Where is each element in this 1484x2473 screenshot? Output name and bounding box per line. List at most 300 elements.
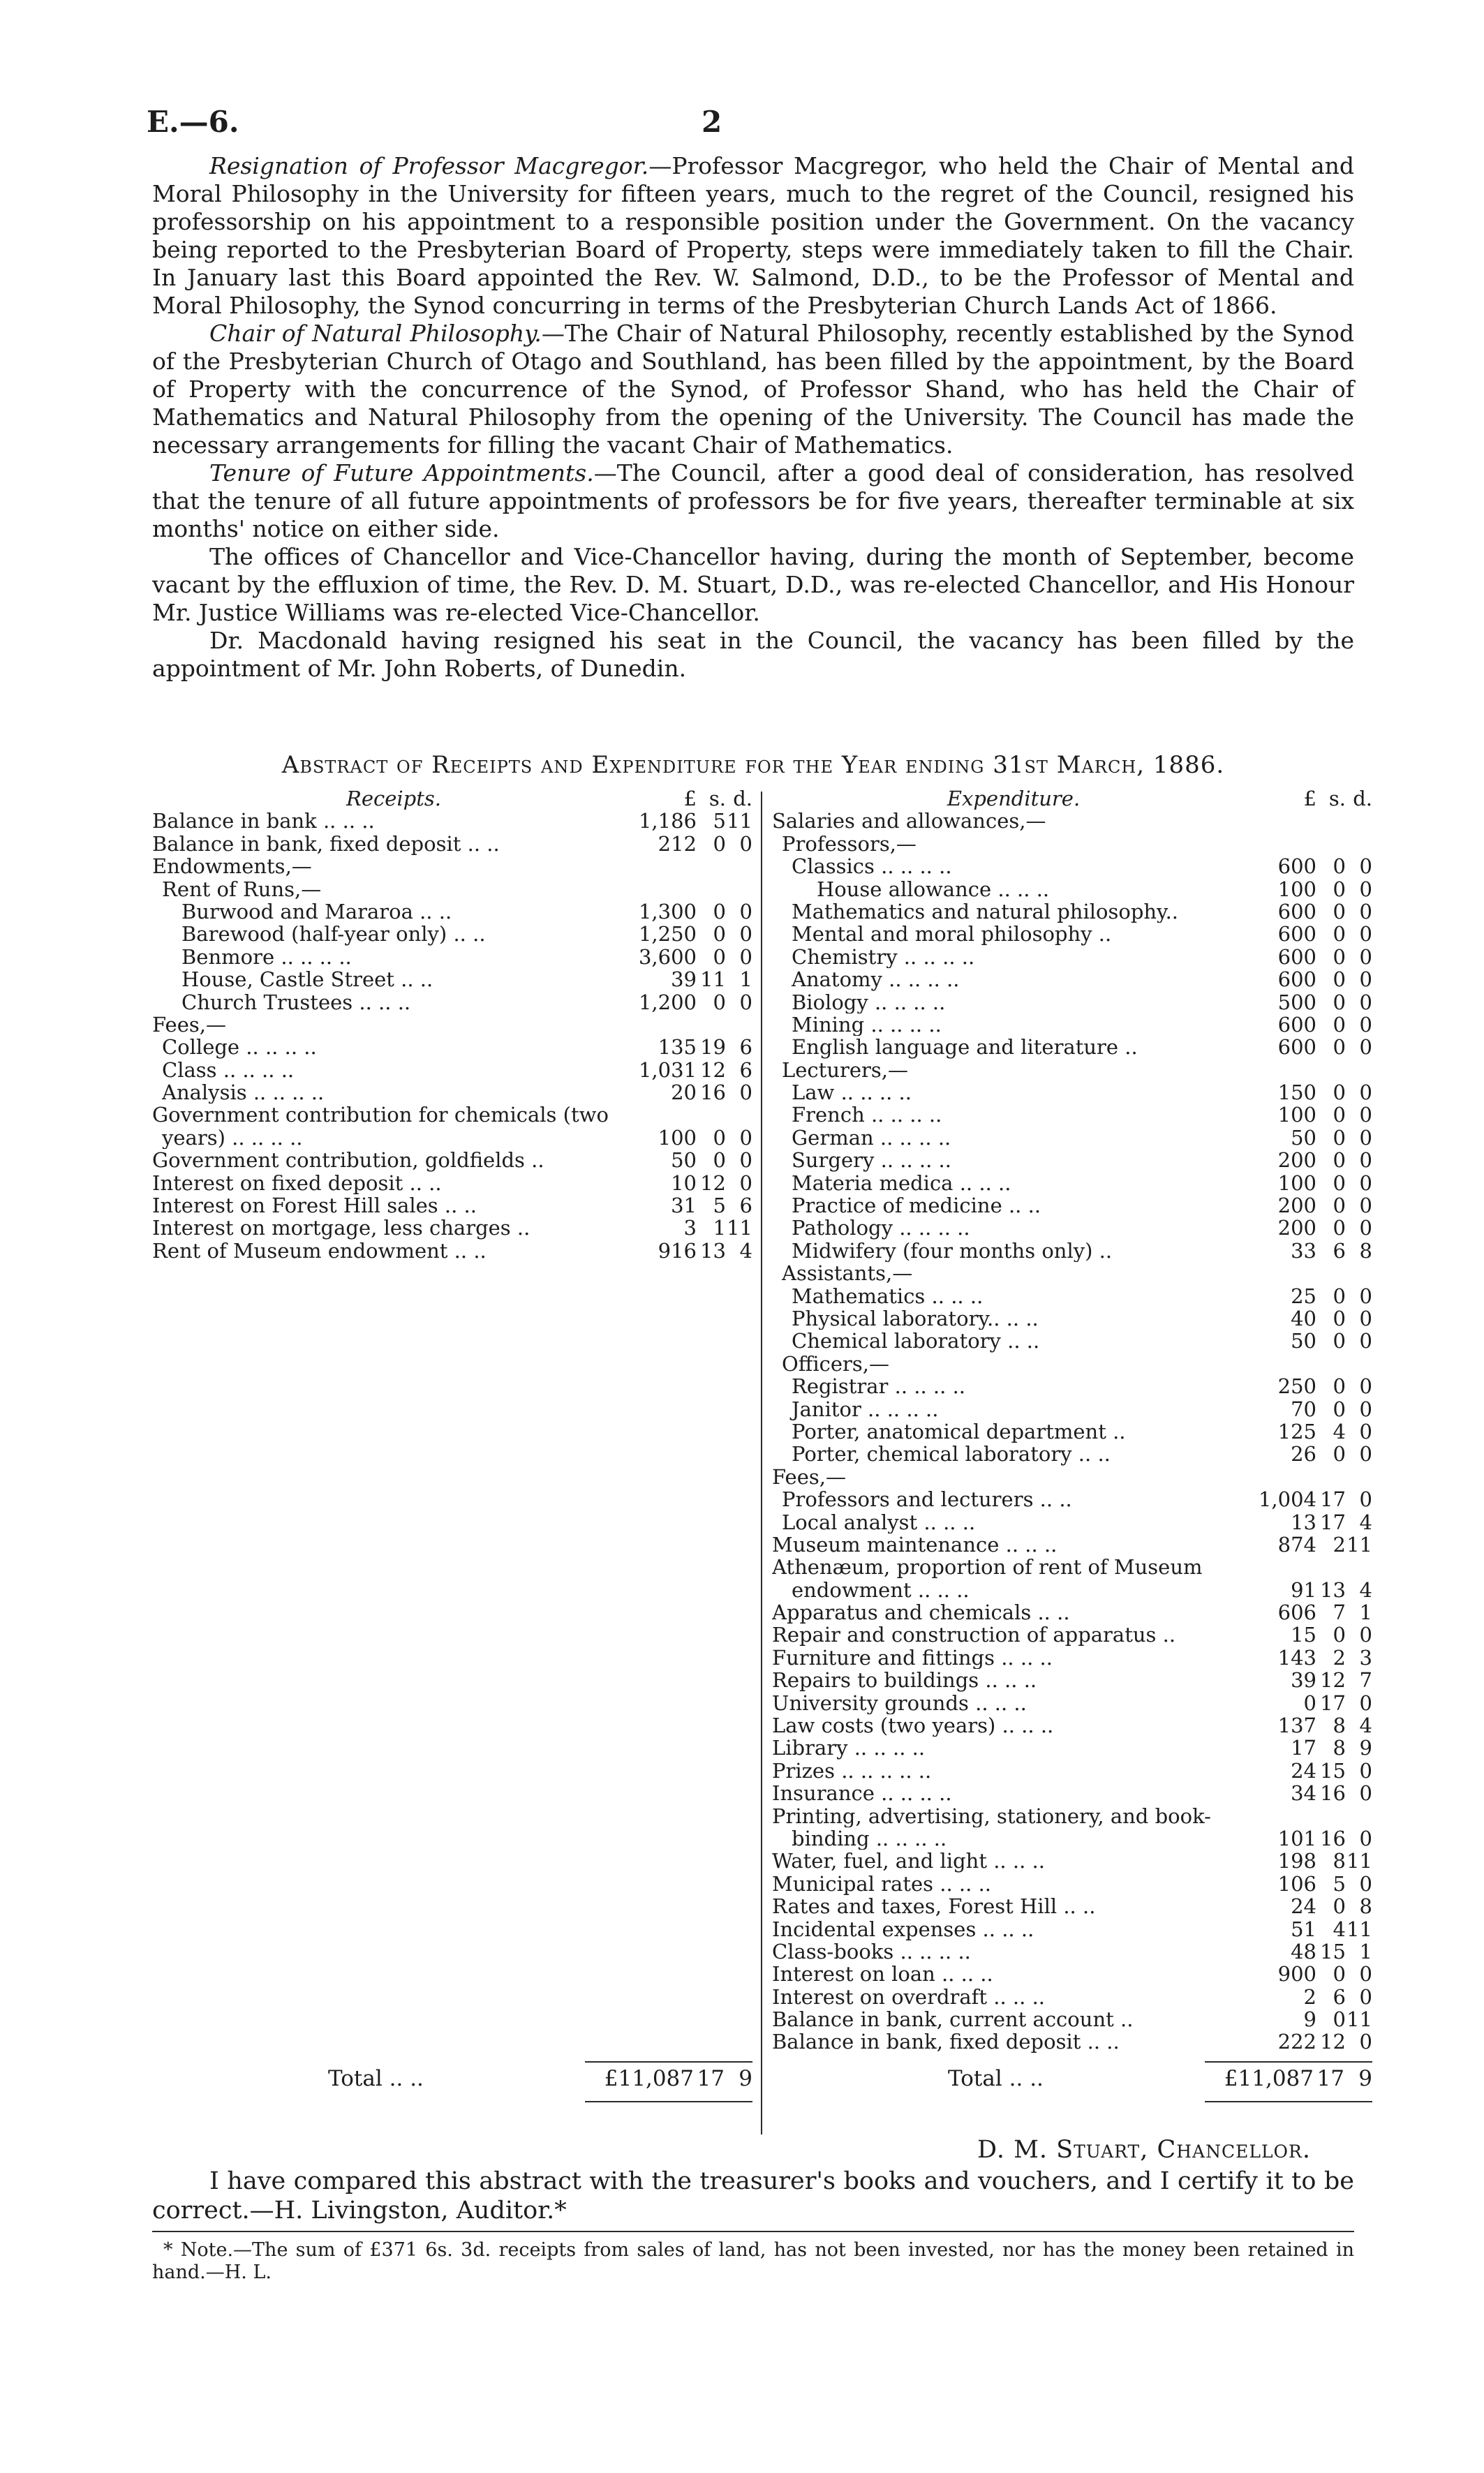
receipts-item-shillings: 11 [700,967,726,992]
expenditure-item-pounds: 91 [1291,1577,1316,1602]
receipts-row [152,878,752,900]
expenditure-item-pence [1346,1556,1372,1578]
expenditure-row [772,833,1372,855]
expenditure-item-label: Balance in bank, fixed deposit .. .. [772,2030,1120,2054]
report-body [152,152,1354,683]
expenditure-item-shillings: 6 [1333,1984,1346,2009]
receipts-row [152,1104,752,1126]
expenditure-total-pounds: £11,087 [1224,2066,1314,2091]
paragraph-text: —Professor Macgregor, who held the Chair of Mental and Moral Philosophy in the University for fifteen years, much to the regret of the Council, resigned his professorship on his appointment to a responsible position under the Government. On the vacancy being reported to the Presbyterian Board of Property, steps were immediately taken to fill the Chair. In January last this Board appointed the Rev. W. Salmond, D.D., to be the Professor of Mental and Moral Philosophy, the Synod concurring in terms of the Presbyterian Church Lands Act of 1866. [152,152,1355,319]
receipts-item-pence: 6 [739,1035,752,1060]
expenditure-item-label: University grounds .. .. .. [772,1691,1027,1715]
expenditure-item-label: Athenæum, proportion of rent of Museum [772,1556,1203,1579]
expenditure-item-shillings: 0 [1333,990,1346,1014]
receipts-item-label: Rent of Museum endowment .. .. [152,1239,487,1263]
abstract-title: Abstract of Receipts and Expenditure for the Year ending 31st March, 1886. [281,751,1225,779]
expenditure-item-pence: 0 [1359,990,1372,1014]
receipts-item-pounds: 3,600 [638,944,697,969]
receipts-item-label: Government contribution for chemicals (two [152,1104,609,1127]
receipts-item-label: Balance in bank, fixed deposit .. .. [152,832,500,856]
expenditure-item-shillings: 0 [1333,854,1346,879]
expenditure-item-label: Assistants,— [782,1262,913,1285]
expenditure-item-label: Physical laboratory.. .. .. [792,1307,1039,1330]
expenditure-item-pence: 0 [1359,922,1372,946]
receipts-item-pounds: 212 [658,831,697,856]
expenditure-item-pence: 0 [1359,1080,1372,1105]
expenditure-item-label: Apparatus and chemicals .. .. [772,1601,1070,1624]
expenditure-row [772,1624,1372,1646]
expenditure-item-pounds: 1,004 [1258,1487,1316,1512]
expenditure-header-row [772,787,1372,810]
page-number: 2 [702,105,722,139]
expenditure-item-shillings: 0 [1333,1623,1346,1647]
expenditure-item-pence: 0 [1359,1329,1372,1353]
expenditure-item-pence [1346,1353,1372,1375]
expenditure-item-pence: 0 [1359,1148,1372,1173]
expenditure-item-label: Rates and taxes, Forest Hill .. .. [772,1895,1096,1918]
receipts-item-shillings: 1 [713,1216,726,1240]
expenditure-item-shillings: 12 [1320,2030,1346,2054]
receipts-item-shillings: 5 [713,809,726,833]
receipts-item-pounds: 1,031 [638,1057,697,1082]
expenditure-item-shillings: 5 [1333,1871,1346,1896]
expenditure-item-shillings: 13 [1320,1577,1346,1602]
expenditure-row [772,1737,1372,1759]
paragraph-text: The offices of Chancellor and Vice-Chancellor having, during the month of September, become vacant by the effluxion of time, the Rev. D. M. Stuart, D.D., was re-elected Chancellor, and His Honour Mr. Justice Williams was re-elected Vice-Chancellor. [152,543,1354,626]
expenditure-item-label: Fees,— [772,1465,846,1489]
expenditure-item-label: Water, fuel, and light .. .. .. [772,1850,1045,1873]
expenditure-item-pounds: 250 [1277,1374,1316,1399]
receipts-item-label: Benmore .. .. .. .. [181,945,352,969]
expenditure-item-pounds: 70 [1291,1397,1316,1421]
pence-header: d. [733,787,752,810]
expenditure-total-label: Total .. .. [948,2066,1044,2091]
receipts-item-label: Interest on Forest Hill sales .. .. [152,1194,477,1217]
expenditure-row [772,1827,1372,1850]
shillings-header: s. [708,787,726,810]
expenditure-item-pence: 0 [1359,1194,1372,1218]
chancellor-signature: D. M. Stuart, Chancellor. [977,2136,1312,2164]
expenditure-item-pounds: 39 [1291,1668,1316,1693]
paragraph [152,543,1354,627]
expenditure-item-pounds: 150 [1277,1080,1316,1105]
expenditure-item-label: Registrar .. .. .. .. [792,1375,966,1398]
paragraph [152,152,1354,320]
expenditure-item-shillings [1316,1805,1346,1827]
receipts-total-underline [585,2101,752,2102]
expenditure-item-shillings: 0 [1333,1194,1346,1218]
receipts-item-label: Class .. .. .. .. [162,1058,295,1082]
expenditure-item-shillings: 0 [1333,1080,1346,1105]
expenditure-row [772,1986,1372,2008]
expenditure-item-pounds: 100 [1277,1171,1316,1195]
receipts-item-pounds: 1,300 [638,899,697,923]
expenditure-row [772,1194,1372,1217]
expenditure-item-pence: 1 [1359,1939,1372,1963]
expenditure-item-shillings: 0 [1333,967,1346,992]
pounds-header: £ [1303,787,1316,810]
receipts-row [152,1149,752,1171]
expenditure-row [772,1918,1372,1940]
receipts-item-pence: 0 [739,1125,752,1150]
expenditure-item-pounds: 15 [1291,1623,1316,1647]
expenditure-row [772,1579,1372,1601]
expenditure-item-label: Anatomy .. .. .. .. [792,968,960,991]
expenditure-total-pence: 9 [1358,2066,1372,2091]
expenditure-item-pounds: 125 [1277,1419,1316,1443]
expenditure-item-shillings: 6 [1333,1238,1346,1263]
expenditure-item-shillings: 0 [1333,1442,1346,1466]
expenditure-row [772,1692,1372,1714]
receipts-item-label: Interest on fixed deposit .. .. [152,1171,442,1195]
expenditure-row [772,1149,1372,1171]
expenditure-item-pence: 0 [1359,1758,1372,1783]
expenditure-item-pounds: 200 [1277,1148,1316,1173]
receipts-column [152,787,752,1262]
expenditure-item-label: Law .. .. .. .. [792,1081,912,1104]
expenditure-item-pence [1346,1059,1372,1081]
expenditure-row [772,1940,1372,1963]
expenditure-item-pence: 0 [1359,854,1372,879]
shillings-header: s. [1328,787,1346,810]
receipts-item-pounds [635,1013,697,1036]
expenditure-item-pounds: 600 [1277,922,1316,946]
receipts-row [152,991,752,1013]
expenditure-item-shillings: 0 [1333,1894,1346,1919]
expenditure-total-rule [1205,2061,1372,2063]
expenditure-row [772,1420,1372,1443]
expenditure-row [772,1601,1372,1624]
expenditure-item-label: Municipal rates .. .. .. [772,1872,992,1896]
receipts-item-pence: 11 [727,809,752,833]
expenditure-item-label: Insurance .. .. .. .. [772,1782,952,1805]
receipts-item-label: Endowments,— [152,855,312,878]
receipts-row [152,1127,752,1149]
receipts-item-pence: 0 [739,831,752,856]
expenditure-item-shillings [1316,1556,1346,1578]
receipts-item-pounds: 39 [671,967,697,992]
expenditure-item-pence [1346,833,1372,855]
receipts-item-shillings [697,878,726,900]
expenditure-row [772,1127,1372,1149]
expenditure-row [772,2030,1372,2053]
receipts-item-label: Rent of Runs,— [162,877,322,900]
expenditure-item-pence: 4 [1359,1714,1372,1738]
expenditure-row [772,1013,1372,1036]
expenditure-item-pounds: 900 [1277,1962,1316,1986]
receipts-item-label: Barewood (half-year only) .. .. [181,923,486,946]
receipts-item-shillings: 16 [700,1080,726,1105]
expenditure-heading: Expenditure. [947,787,1081,810]
expenditure-item-shillings: 4 [1333,1419,1346,1443]
expenditure-item-label: Repairs to buildings .. .. .. [772,1669,1037,1692]
receipts-row [152,833,752,855]
expenditure-item-pounds: 9 [1303,2007,1316,2032]
expenditure-item-pence: 0 [1359,1035,1372,1060]
expenditure-item-label: Midwifery (four months only) .. [792,1239,1113,1263]
expenditure-item-pence: 11 [1346,1917,1372,1941]
expenditure-item-label: Repair and construction of apparatus .. [772,1624,1176,1647]
receipts-row [152,1240,752,1262]
expenditure-item-pence: 0 [1359,877,1372,901]
expenditure-item-pounds: 137 [1277,1714,1316,1738]
expenditure-item-shillings: 16 [1320,1826,1346,1850]
expenditure-item-label: Balance in bank, current account .. [772,2008,1134,2031]
expenditure-item-label: House allowance .. .. .. [817,877,1050,900]
receipts-item-pounds [635,878,697,900]
expenditure-item-pounds: 600 [1277,967,1316,992]
expenditure-item-shillings: 0 [1333,1306,1346,1330]
paragraph [152,627,1354,683]
expenditure-item-label: binding .. .. .. .. [792,1827,947,1850]
expenditure-item-pounds: 600 [1277,1012,1316,1037]
expenditure-item-shillings [1316,1353,1346,1375]
expenditure-item-label: English language and literature .. [792,1036,1138,1059]
expenditure-row [772,1104,1372,1126]
expenditure-item-label: Mining .. .. .. .. [792,1013,942,1037]
receipts-item-pence [726,878,752,900]
receipts-item-pence: 0 [739,922,752,946]
receipts-row [152,946,752,968]
expenditure-row [772,810,1372,832]
footnote-rule [152,2231,1354,2232]
expenditure-item-pence: 0 [1359,1962,1372,1986]
receipts-item-shillings: 0 [713,944,726,969]
receipts-row [152,1036,752,1058]
expenditure-row [772,1330,1372,1352]
expenditure-item-label: Mathematics .. .. .. [792,1284,984,1307]
expenditure-item-shillings: 17 [1320,1691,1346,1715]
receipts-item-pence: 0 [739,899,752,923]
expenditure-item-shillings: 15 [1320,1758,1346,1783]
expenditure-row [772,1036,1372,1058]
expenditure-row [772,1511,1372,1533]
expenditure-row [772,1782,1372,1804]
receipts-row [152,1059,752,1081]
expenditure-item-label: Furniture and fittings .. .. .. [772,1646,1053,1670]
footnote: * Note.—The sum of £371 6s. 3d. receipts from sales of land, has not been invested, nor has the money been retained in hand.—H. L. [152,2239,1354,2283]
expenditure-row [772,946,1372,968]
expenditure-item-pence: 8 [1359,1238,1372,1263]
receipts-item-pence: 4 [739,1238,752,1263]
receipts-item-label: House, Castle Street .. .. [181,968,433,991]
expenditure-row [772,968,1372,990]
expenditure-item-pounds: 100 [1277,1103,1316,1127]
expenditure-item-pounds: 2 [1303,1984,1316,2009]
expenditure-item-shillings: 0 [1333,899,1346,923]
expenditure-item-pence [1346,1805,1372,1827]
expenditure-item-pence: 0 [1359,1306,1372,1330]
receipts-item-pence: 6 [739,1194,752,1218]
expenditure-item-pence: 0 [1359,1012,1372,1037]
expenditure-row [772,1262,1372,1284]
expenditure-item-shillings: 0 [1333,1148,1346,1173]
receipts-item-pounds [635,855,697,877]
expenditure-row [772,855,1372,877]
expenditure-item-pounds [1255,1059,1316,1081]
receipts-row [152,1172,752,1194]
receipts-item-shillings [697,1104,726,1126]
expenditure-item-shillings: 0 [1333,1216,1346,1240]
receipts-total-pounds: £11,087 [604,2066,694,2091]
expenditure-item-pounds [1255,833,1316,855]
expenditure-item-label: endowment .. .. .. [792,1578,970,1602]
expenditure-row [772,1873,1372,1895]
expenditure-item-pounds [1255,1466,1316,1488]
paragraph-heading: Resignation of Professor Macgregor. [209,152,649,179]
receipts-item-pence: 0 [739,1148,752,1173]
paragraph-text: —The Council, after a good deal of consideration, has resolved that the tenure of all future appointments of professors be for five years, thereafter terminable at six months' notice on either side. [152,459,1354,542]
expenditure-item-pence [1346,1466,1372,1488]
expenditure-item-pence: 0 [1359,1103,1372,1127]
receipts-item-pence: 0 [739,1080,752,1105]
expenditure-row [772,1285,1372,1307]
receipts-row [152,900,752,923]
expenditure-item-pounds: 26 [1291,1442,1316,1466]
receipts-row [152,1194,752,1217]
paragraph-heading: Tenure of Future Appointments. [209,459,594,487]
expenditure-item-pence: 11 [1346,2007,1372,2032]
expenditure-row [772,1963,1372,1985]
expenditure-item-pounds: 48 [1291,1939,1316,1963]
receipts-item-pounds: 135 [658,1035,697,1060]
expenditure-item-pence: 0 [1359,1442,1372,1466]
expenditure-item-pence: 0 [1359,1171,1372,1195]
expenditure-row [772,1805,1372,1827]
expenditure-item-pounds [1255,1262,1316,1284]
receipts-item-pence [726,1013,752,1036]
expenditure-item-label: Mathematics and natural philosophy.. [792,900,1179,923]
document-code: E.—6. [147,105,239,139]
expenditure-item-pence [1346,1262,1372,1284]
receipts-item-pence: 6 [739,1057,752,1082]
expenditure-item-pounds: 600 [1277,1035,1316,1060]
receipts-item-pounds: 1,186 [638,809,697,833]
expenditure-item-shillings: 12 [1320,1668,1346,1693]
receipts-item-label: Fees,— [152,1013,226,1037]
expenditure-item-pence: 1 [1359,1601,1372,1625]
expenditure-item-shillings: 0 [1333,1171,1346,1195]
expenditure-item-shillings: 0 [1333,877,1346,901]
pence-header: d. [1353,787,1372,810]
receipts-item-label: Analysis .. .. .. .. [162,1081,325,1104]
expenditure-row [772,1714,1372,1737]
expenditure-item-pounds: 200 [1277,1194,1316,1218]
expenditure-item-label: Chemistry .. .. .. .. [792,945,975,969]
paragraph [152,459,1354,543]
receipts-item-shillings: 12 [700,1057,726,1082]
expenditure-item-pounds: 0 [1303,1691,1316,1715]
expenditure-item-pence: 0 [1359,1871,1372,1896]
expenditure-item-shillings: 0 [1333,1035,1346,1060]
expenditure-item-pence: 11 [1346,1849,1372,1873]
expenditure-row [772,1398,1372,1420]
receipts-row [152,810,752,832]
expenditure-item-shillings: 8 [1333,1714,1346,1738]
expenditure-item-label: Local analyst .. .. .. [782,1510,976,1533]
expenditure-item-pounds: 106 [1277,1871,1316,1896]
expenditure-item-shillings [1316,1262,1346,1284]
expenditure-item-shillings: 0 [1333,1125,1346,1150]
receipts-item-shillings [697,1013,726,1036]
receipts-item-shillings: 0 [713,899,726,923]
receipts-heading: Receipts. [346,787,441,810]
pounds-header: £ [683,787,697,810]
expenditure-item-label: Incidental expenses .. .. .. [772,1917,1034,1940]
receipts-item-label: Government contribution, goldfields .. [152,1149,544,1172]
receipts-item-label: College .. .. .. .. [162,1036,317,1059]
expenditure-item-label: Lecturers,— [782,1058,908,1082]
expenditure-row [772,2008,1372,2030]
expenditure-item-label: Class-books .. .. .. .. [772,1940,971,1963]
expenditure-item-pounds [1255,1353,1316,1375]
expenditure-item-label: Practice of medicine .. .. [792,1194,1041,1217]
receipts-item-shillings: 19 [700,1035,726,1060]
expenditure-row [772,1217,1372,1239]
expenditure-row [772,1443,1372,1465]
column-divider [761,792,762,2134]
expenditure-total-underline [1205,2101,1372,2102]
paragraph [152,320,1354,459]
expenditure-item-pence: 0 [1359,1487,1372,1512]
expenditure-item-label: Professors,— [782,832,917,856]
expenditure-item-pounds: 50 [1291,1125,1316,1150]
expenditure-item-pounds: 24 [1291,1758,1316,1783]
expenditure-item-label: Professors and lecturers .. .. [782,1488,1072,1511]
expenditure-row [772,1375,1372,1397]
paragraph-text: Dr. Macdonald having resigned his seat in the Council, the vacancy has been filled by the appointment of Mr. John Roberts, of Dunedin. [152,627,1354,682]
expenditure-item-pence: 0 [1359,1419,1372,1443]
expenditure-row [772,1240,1372,1262]
expenditure-item-label: Chemical laboratory .. .. [792,1330,1040,1353]
expenditure-item-label: Surgery .. .. .. .. [792,1149,951,1172]
expenditure-row [772,900,1372,923]
receipts-item-pence [726,855,752,877]
expenditure-row [772,1850,1372,1872]
paragraph-text: —The Chair of Natural Philosophy, recently established by the Synod of the Presbyterian Church of Otago and Southland, has been filled by the appointment, by the Board of Property with the concurrence of the Synod, of Professor Shand, who has held the Chair of Mathematics and Natural Philosophy from the opening of the University. The Council has made the necessary arrangements for filling the vacant Chair of Mathematics. [152,320,1354,459]
expenditure-item-pounds: 600 [1277,854,1316,879]
expenditure-item-pence: 4 [1359,1577,1372,1602]
expenditure-item-shillings: 0 [1333,1329,1346,1353]
expenditure-item-pence: 11 [1346,1532,1372,1557]
expenditure-total-row [948,2066,1372,2091]
expenditure-item-pence: 0 [1359,1691,1372,1715]
expenditure-item-shillings: 2 [1333,1645,1346,1670]
expenditure-item-shillings: 4 [1333,1917,1346,1941]
expenditure-item-shillings [1316,1466,1346,1488]
expenditure-item-shillings: 0 [1333,1962,1346,1986]
receipts-total-pence: 9 [739,2066,752,2091]
expenditure-item-label: Officers,— [782,1352,890,1376]
expenditure-item-label: Materia medica .. .. .. [792,1171,1011,1195]
expenditure-item-pounds: 13 [1291,1510,1316,1534]
receipts-item-shillings: 0 [713,1148,726,1173]
expenditure-item-label: Printing, advertising, stationery, and book- [772,1804,1211,1827]
expenditure-item-pounds: 600 [1277,944,1316,969]
expenditure-row [772,1353,1372,1375]
expenditure-item-shillings: 17 [1320,1510,1346,1534]
receipts-item-shillings [697,855,726,877]
receipts-row [152,1013,752,1036]
expenditure-item-shillings: 0 [1333,922,1346,946]
expenditure-row [772,1488,1372,1510]
expenditure-item-pounds: 874 [1277,1532,1316,1557]
expenditure-row [772,1307,1372,1330]
expenditure-item-shillings: 0 [1333,1374,1346,1399]
expenditure-item-pence: 4 [1359,1510,1372,1534]
expenditure-column [772,787,1372,2054]
receipts-row [152,1081,752,1104]
